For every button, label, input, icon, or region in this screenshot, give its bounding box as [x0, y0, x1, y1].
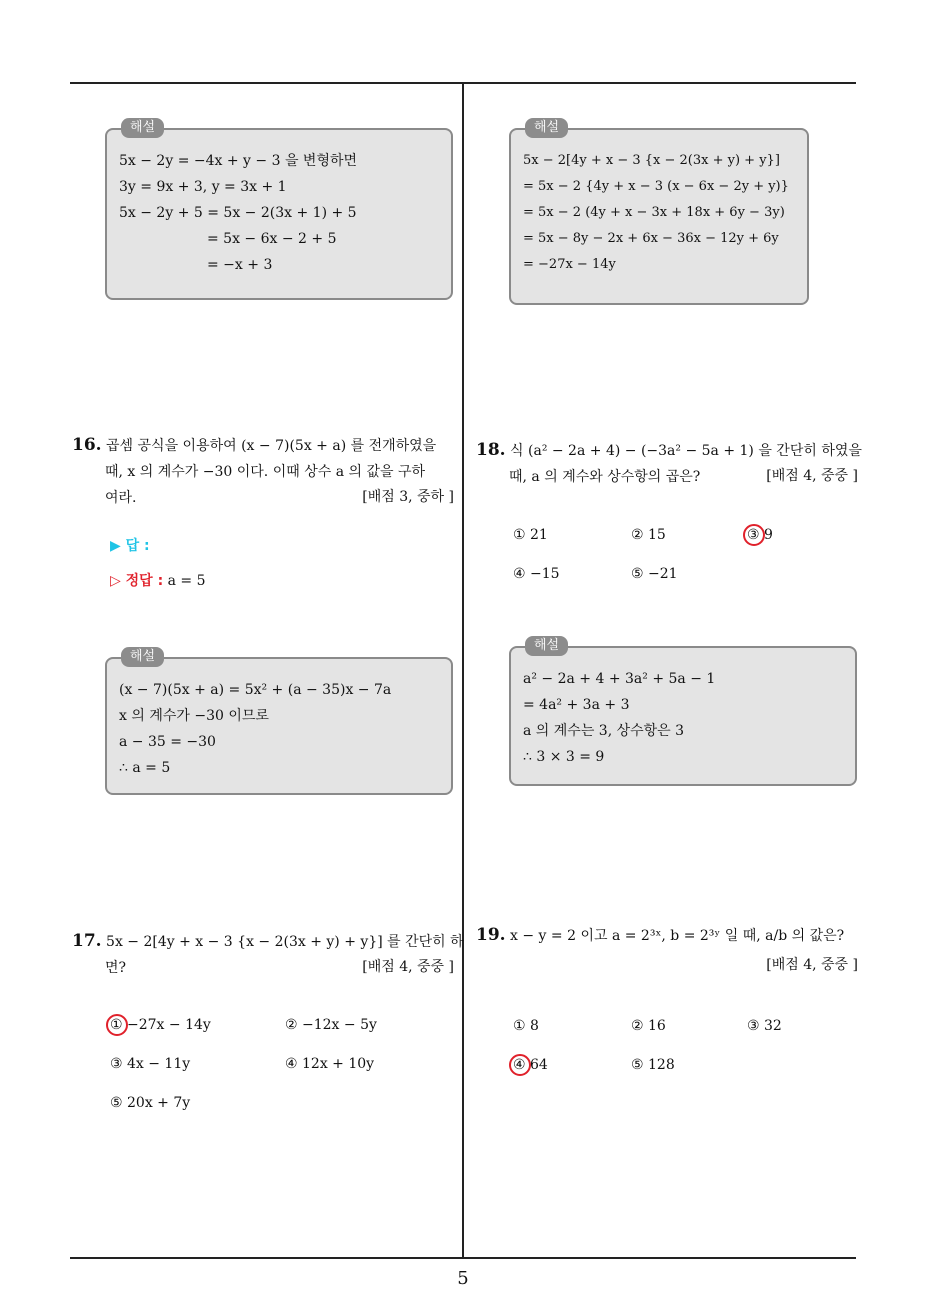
question-text: 면?: [105, 960, 127, 976]
explanation-tag: 해설: [525, 636, 568, 656]
exp-line: = −27x − 14y: [523, 257, 616, 272]
explanation-box-prev-right: [509, 120, 809, 305]
question-number: 18.: [476, 440, 506, 460]
option-5[interactable]: ⑤ −21: [631, 566, 678, 582]
score-label: [배점 4, 중중 ]: [766, 468, 858, 484]
question-number: 17.: [72, 931, 102, 951]
question-text: x − y = 2 이고 a = 2³ˣ, b = 2³ʸ 일 때, a/b 의 값은?: [510, 928, 845, 944]
explanation-tag: 해설: [121, 647, 164, 667]
option-2[interactable]: ② 15: [631, 527, 666, 543]
exp-line: ∴ a = 5: [119, 760, 171, 776]
correct-answer-value: a = 5: [167, 573, 206, 589]
option-2[interactable]: ② −12x − 5y: [285, 1017, 377, 1033]
question-text: 곱셈 공식을 이용하여 (x − 7)(5x + a) 를 전개하였을: [106, 438, 437, 454]
option-3[interactable]: ③ 32: [747, 1018, 782, 1034]
page-number: 5: [457, 1268, 469, 1289]
question-text: 5x − 2[4y + x − 3 {x − 2(3x + y) + y}] 를 간단히 하: [106, 934, 464, 950]
exp-line: = 5x − 8y − 2x + 6x − 36x − 12y + 6y: [523, 231, 779, 246]
question-19: [476, 922, 858, 978]
exp-line: 3y = 9x + 3, y = 3x + 1: [119, 179, 287, 195]
option-4[interactable]: ④ 64: [513, 1057, 548, 1073]
exp-line: x 의 계수가 −30 이므로: [119, 708, 269, 724]
explanation-box-q18: [509, 638, 857, 786]
correct-answer-label: ▷ 정답 :: [110, 573, 164, 589]
option-1[interactable]: ① 8: [513, 1018, 539, 1034]
question-18: [476, 437, 862, 491]
exp-line: a − 35 = −30: [119, 734, 216, 750]
exp-line: = 5x − 6x − 2 + 5: [207, 231, 337, 247]
answer-input-label: ▶ 답 :: [110, 538, 150, 554]
option-1[interactable]: ① −27x − 14y: [110, 1017, 211, 1033]
option-2[interactable]: ② 16: [631, 1018, 666, 1034]
question-number: 19.: [476, 925, 506, 945]
question-text: 식 (a² − 2a + 4) − (−3a² − 5a + 1) 을 간단히 하였을: [510, 443, 862, 459]
explanation-box-q16: [105, 649, 453, 795]
question-16: [72, 432, 454, 512]
question-number: 16.: [72, 435, 102, 455]
bottom-rule: [70, 1257, 856, 1259]
exp-line: (x − 7)(5x + a) = 5x² + (a − 35)x − 7a: [119, 682, 392, 698]
question-17: [72, 928, 464, 982]
exp-line: 5x − 2[4y + x − 3 {x − 2(3x + y) + y}]: [523, 153, 780, 168]
option-3[interactable]: ③ 9: [747, 527, 773, 543]
score-label: [배점 4, 중중 ]: [362, 959, 454, 975]
explanation-tag: 해설: [121, 118, 164, 138]
exp-line: = 5x − 2 {4y + x − 3 (x − 6x − 2y + y)}: [523, 179, 789, 194]
exp-line: a² − 2a + 4 + 3a² + 5a − 1: [523, 671, 716, 687]
score-label: [배점 3, 중하 ]: [362, 489, 454, 505]
option-4[interactable]: ④ −15: [513, 566, 560, 582]
exp-line: = 5x − 2 (4y + x − 3x + 18x + 6y − 3y): [523, 205, 785, 220]
column-divider: [462, 84, 464, 1258]
option-5[interactable]: ⑤ 20x + 7y: [110, 1095, 191, 1111]
exp-line: = 4a² + 3a + 3: [523, 697, 630, 713]
option-5[interactable]: ⑤ 128: [631, 1057, 675, 1073]
option-1[interactable]: ① 21: [513, 527, 548, 543]
option-4[interactable]: ④ 12x + 10y: [285, 1056, 375, 1072]
exp-line: 5x − 2y = −4x + y − 3 을 변형하면: [119, 153, 358, 169]
correct-answer: [110, 570, 206, 590]
question-text: 여라.: [105, 490, 137, 506]
explanation-box-prev-left: [105, 120, 453, 300]
exp-line: 5x − 2y + 5 = 5x − 2(3x + 1) + 5: [119, 205, 357, 221]
exp-line: ∴ 3 × 3 = 9: [523, 749, 605, 765]
question-text: 때, x 의 계수가 −30 이다. 이때 상수 a 의 값을 구하: [105, 464, 426, 480]
question-text: 때, a 의 계수와 상수항의 곱은?: [509, 469, 701, 485]
exp-line: a 의 계수는 3, 상수항은 3: [523, 723, 685, 739]
option-3[interactable]: ③ 4x − 11y: [110, 1056, 191, 1072]
score-label: [배점 4, 중중 ]: [766, 957, 858, 973]
explanation-tag: 해설: [525, 118, 568, 138]
exp-line: = −x + 3: [207, 257, 273, 273]
